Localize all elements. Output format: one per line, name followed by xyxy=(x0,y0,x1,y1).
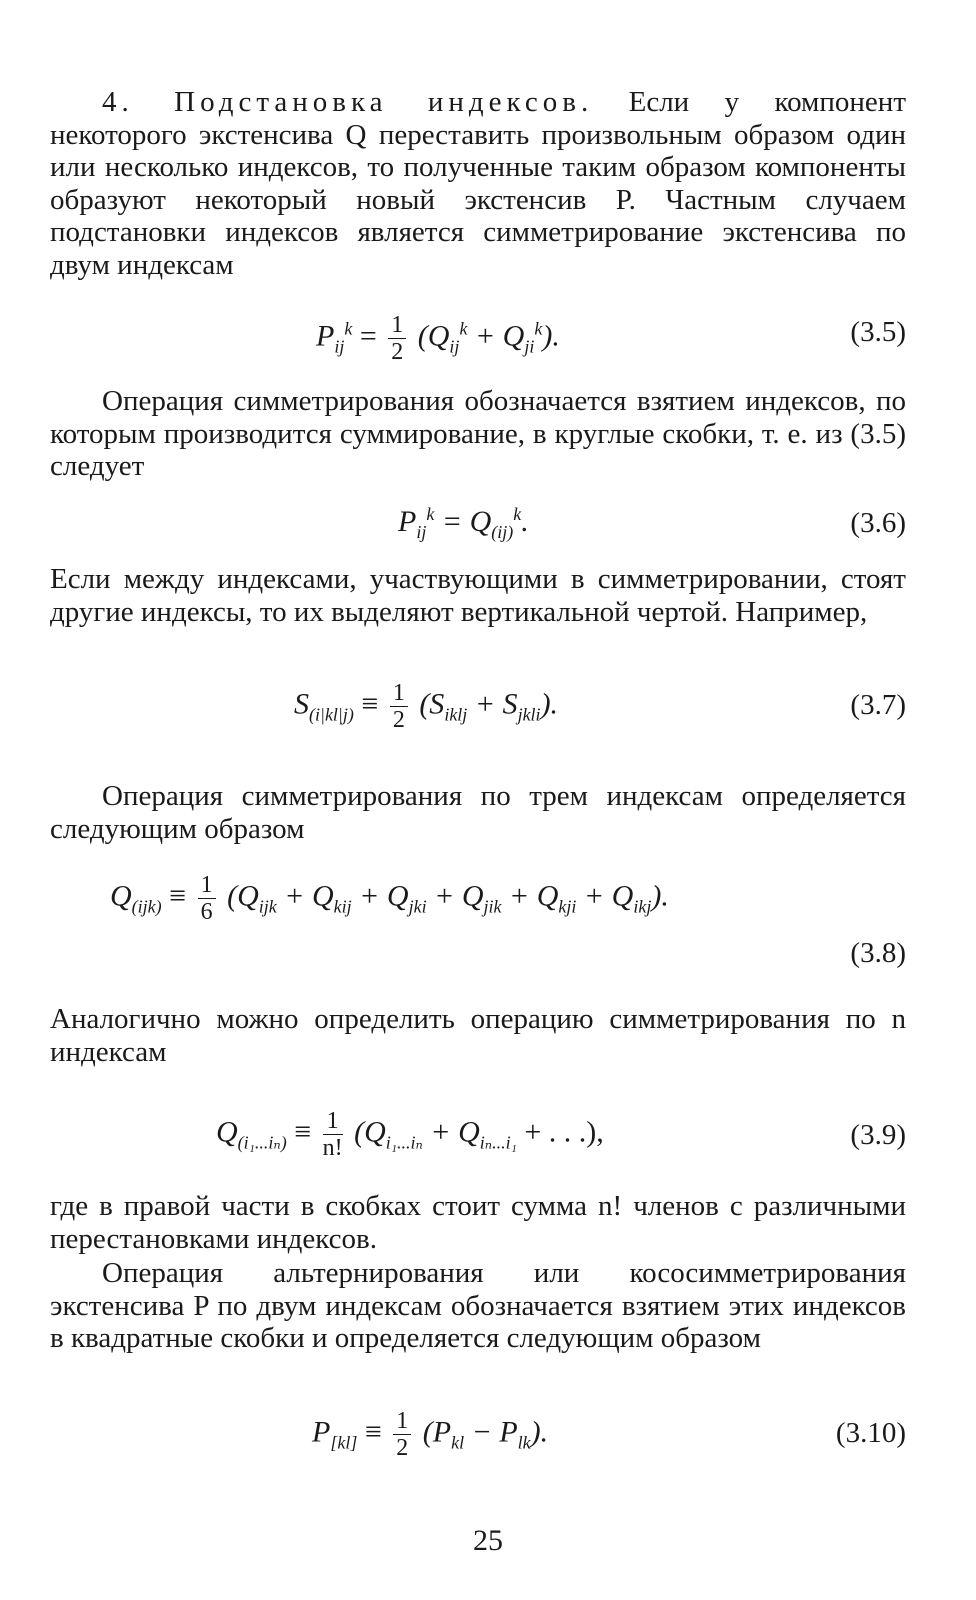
equation-3-6: $P_{ij}^k = Q_{(ij)}^k$. xyxy=(398,504,529,542)
paragraph-text: Аналогично можно определить операцию симметрирования по n индексам xyxy=(50,1003,906,1068)
paragraph-text: где в правой части в скобках стоит сумма n! членов с различными перестановками индексов. xyxy=(50,1190,906,1255)
fraction: $\frac{1}{6}$ xyxy=(198,872,216,925)
equation-number: (3.7) xyxy=(850,689,906,721)
page-number: 25 xyxy=(473,1524,503,1557)
paragraph-text: Если у компонент некоторого экстенсива Q переставить произвольным образом один или несколько индексов, то полученные таким образом компоненты образуют некоторый новый экстенсив P. Частным случаем подстановки индексов является симметрирование экстенсива по двум индексам xyxy=(50,86,906,281)
paragraph-text: Если между индексами, участвующими в симметрировании, стоят другие индексы, то их выделяют вертикальной чертой. Например, xyxy=(50,563,906,628)
equation-3-9: $Q_{(i_1...i_n)}$ ≡ $\frac{1}{n!}$ ($Q_{i_1...i_n} + Q_{i_n...i_1}$ + . . .), xyxy=(216,1108,604,1161)
fraction: $\frac{1}{2}$ xyxy=(388,312,406,365)
paragraph-text: Операция симметрирования обозначается взятием индексов, по которым производится суммирование, в круглые скобки, т. е. из (3.5) следует xyxy=(50,385,906,482)
equation-number: (3.5) xyxy=(850,316,906,348)
equation-number: (3.8) xyxy=(850,937,906,969)
equation-number: (3.10) xyxy=(835,1417,906,1449)
equation-3-10: $P_{[kl]}$ ≡ $\frac{1}{2}$ $(P_{kl} - P_{lk})$. xyxy=(312,1408,549,1461)
fraction: $\frac{1}{2}$ xyxy=(390,680,408,733)
paragraph-text: Операция симметрирования по трем индексам определяется следующим образом xyxy=(50,780,906,845)
paragraph-substitution xyxy=(50,86,906,281)
fraction: $\frac{1}{n!}$ xyxy=(322,1108,343,1161)
equation-number: (3.6) xyxy=(850,507,906,539)
paragraph-text: Операция альтернирования или кососимметрирования экстенсива P по двум индексам обозначается взятием этих индексов в квадратные скобки и определяется следующим образом xyxy=(50,1257,906,1354)
equation-3-8: $Q_{(ijk)}$ ≡ $\frac{1}{6}$ $(Q_{ijk} + Q_{kij} + Q_{jki} + Q_{jik} + Q_{kji} + Q_{ikj})$. xyxy=(110,872,669,925)
equation-3-5: $P_{ij}^k$ = $\frac{1}{2}$ $(Q_{ij}^k + Q_{ji}^k)$. xyxy=(316,312,560,365)
fraction: $\frac{1}{2}$ xyxy=(393,1408,411,1461)
equation-3-7: $S_{(i|kl|j)}$ ≡ $\frac{1}{2}$ $(S_{iklj} + S_{jkli})$. xyxy=(294,680,559,733)
equation-number: (3.9) xyxy=(850,1119,906,1151)
section-lead: 4. Подстановка индексов. xyxy=(102,86,594,118)
